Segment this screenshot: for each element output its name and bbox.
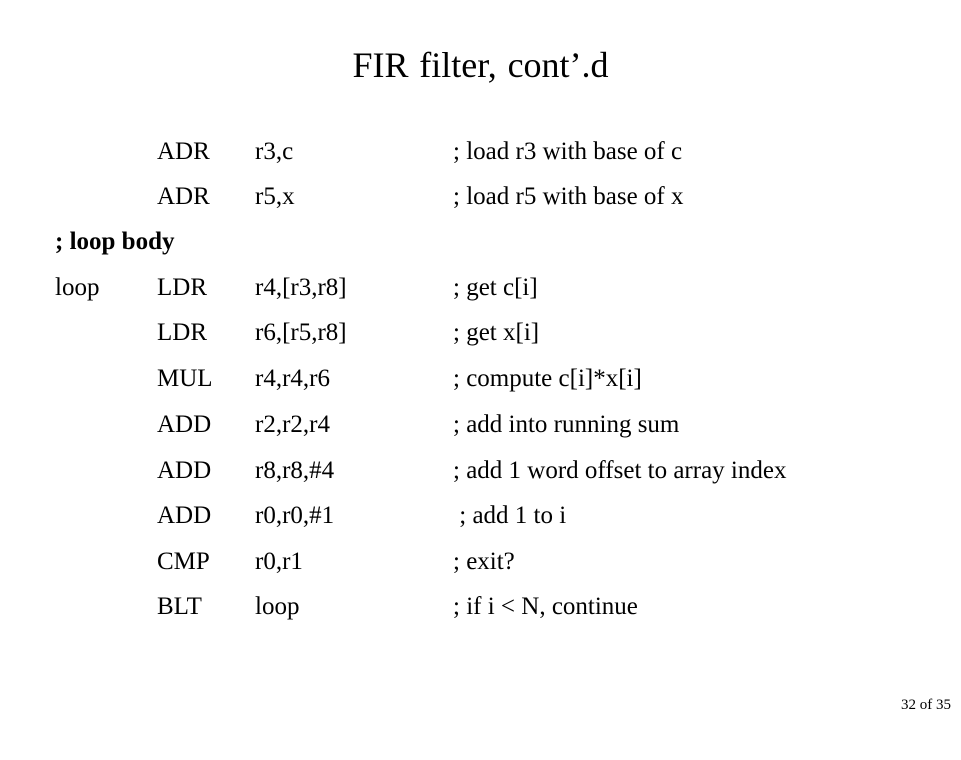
code-operands: r3,c [255,138,294,165]
code-line [0,545,961,579]
code-operands: r0,r1 [255,548,303,575]
code-comment: ; get x[i] [453,319,540,346]
code-comment: ; compute c[i]*x[i] [453,365,642,392]
code-section-line [0,225,961,259]
code-comment: ; load r3 with base of c [453,138,683,165]
code-line [0,590,961,624]
code-comment: ; get c[i] [453,274,538,301]
loop-body-heading: ; loop body [55,228,175,255]
code-opcode: ADR [157,183,210,210]
code-operands: r5,x [255,183,295,210]
code-operands: r6,[r5,r8] [255,319,347,346]
code-opcode: ADR [157,138,210,165]
code-comment: ; add 1 to i [453,502,567,529]
code-opcode: LDR [157,274,207,301]
code-label: loop [55,274,100,301]
page-number: 32 of 35 [901,697,951,713]
code-comment: ; exit? [453,548,515,575]
code-opcode: ADD [157,411,212,438]
code-line [0,135,961,169]
code-operands: r4,[r3,r8] [255,274,347,301]
code-comment: ; add 1 word offset to array index [453,457,787,484]
code-line [0,271,961,305]
code-line [0,316,961,350]
code-operands: r2,r2,r4 [255,411,330,438]
code-opcode: BLT [157,593,202,620]
code-operands: r4,r4,r6 [255,365,330,392]
code-line [0,454,961,488]
code-operands: r0,r0,#1 [255,502,335,529]
code-comment: ; add into running sum [453,411,680,438]
code-comment: ; if i < N, continue [453,593,638,620]
code-line [0,180,961,214]
code-line [0,408,961,442]
code-operands: loop [255,593,300,620]
code-comment: ; load r5 with base of x [453,183,684,210]
code-opcode: MUL [157,365,213,392]
code-line [0,362,961,396]
slide-title: FIR filter, cont’.d [352,45,609,85]
code-operands: r8,r8,#4 [255,457,335,484]
code-opcode: ADD [157,457,212,484]
code-opcode: LDR [157,319,207,346]
code-opcode: ADD [157,502,212,529]
code-opcode: CMP [157,548,210,575]
code-line [0,499,961,533]
